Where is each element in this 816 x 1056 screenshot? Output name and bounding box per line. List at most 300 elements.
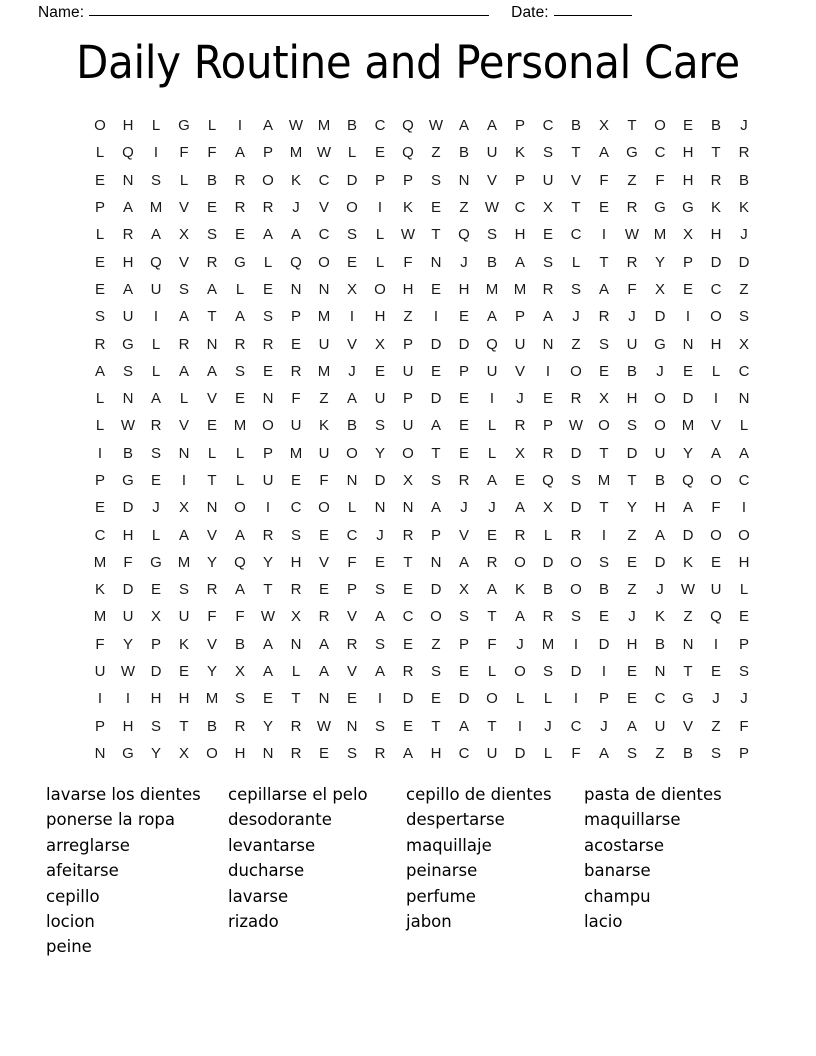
grid-cell[interactable]: D xyxy=(374,472,386,489)
grid-cell[interactable]: R xyxy=(290,362,302,380)
grid-cell[interactable]: V xyxy=(178,253,189,271)
grid-cell[interactable]: B xyxy=(738,171,749,189)
grid-cell[interactable]: P xyxy=(682,253,693,271)
grid-cell[interactable]: K xyxy=(738,199,749,217)
grid-cell[interactable]: E xyxy=(150,581,161,599)
grid-cell[interactable]: J xyxy=(516,390,524,408)
word-list-item[interactable]: champu xyxy=(584,886,651,906)
grid-cell[interactable]: F xyxy=(711,499,721,517)
grid-cell[interactable]: A xyxy=(318,663,329,681)
grid-cell[interactable]: E xyxy=(682,362,693,380)
grid-cell[interactable]: L xyxy=(515,690,525,708)
grid-cell[interactable]: S xyxy=(178,280,189,298)
grid-cell[interactable]: I xyxy=(713,390,719,408)
grid-cell[interactable]: H xyxy=(290,553,302,571)
grid-cell[interactable]: F xyxy=(599,171,609,189)
grid-cell[interactable]: R xyxy=(206,581,218,599)
grid-cell[interactable]: S xyxy=(738,663,749,681)
grid-cell[interactable]: C xyxy=(318,226,330,244)
grid-cell[interactable]: Y xyxy=(654,253,665,271)
grid-cell[interactable]: I xyxy=(685,308,691,326)
grid-cell[interactable]: L xyxy=(95,417,105,435)
grid-cell[interactable]: Q xyxy=(682,472,694,489)
grid-cell[interactable]: R xyxy=(262,199,274,217)
grid-cell[interactable]: J xyxy=(152,499,160,517)
grid-cell[interactable]: S xyxy=(542,663,553,681)
grid-cell[interactable]: N xyxy=(262,390,274,408)
grid-cell[interactable]: S xyxy=(570,280,581,298)
grid-cell[interactable]: O xyxy=(262,171,274,189)
word-list-item[interactable]: afeitarse xyxy=(46,861,119,881)
grid-cell[interactable]: Y xyxy=(262,553,273,571)
grid-cell[interactable]: I xyxy=(741,499,747,517)
grid-cell[interactable]: Y xyxy=(262,717,273,735)
grid-cell[interactable]: E xyxy=(318,581,329,599)
grid-cell[interactable]: O xyxy=(654,417,666,435)
grid-cell[interactable]: J xyxy=(292,199,300,217)
grid-cell[interactable]: C xyxy=(738,362,750,380)
grid-cell[interactable]: S xyxy=(486,226,497,244)
grid-cell[interactable]: X xyxy=(654,280,665,298)
grid-cell[interactable]: H xyxy=(626,635,638,653)
grid-cell[interactable]: D xyxy=(654,553,666,571)
grid-cell[interactable]: D xyxy=(598,635,610,653)
grid-cell[interactable]: P xyxy=(514,117,525,135)
grid-cell[interactable]: W xyxy=(680,581,696,599)
grid-cell[interactable]: L xyxy=(487,663,497,681)
grid-cell[interactable]: B xyxy=(234,635,245,653)
grid-cell[interactable]: L xyxy=(151,335,161,353)
word-list-item[interactable]: ducharse xyxy=(228,861,305,881)
grid-cell[interactable]: A xyxy=(318,635,329,653)
grid-cell[interactable]: R xyxy=(598,308,610,326)
grid-cell[interactable]: R xyxy=(626,253,638,271)
grid-cell[interactable]: E xyxy=(458,417,469,435)
grid-cell[interactable]: A xyxy=(122,280,133,298)
grid-cell[interactable]: I xyxy=(601,526,607,544)
grid-cell[interactable]: O xyxy=(654,117,666,135)
grid-cell[interactable]: A xyxy=(430,499,441,517)
grid-cell[interactable]: E xyxy=(402,635,413,653)
grid-cell[interactable]: K xyxy=(178,635,189,653)
grid-cell[interactable]: L xyxy=(711,362,721,380)
grid-cell[interactable]: O xyxy=(206,744,218,762)
grid-cell[interactable]: T xyxy=(683,663,693,681)
grid-cell[interactable]: I xyxy=(377,199,383,217)
grid-cell[interactable]: T xyxy=(599,444,609,462)
grid-cell[interactable]: E xyxy=(710,553,721,571)
grid-cell[interactable]: M xyxy=(93,608,107,626)
grid-cell[interactable]: Q xyxy=(290,253,302,271)
grid-cell[interactable]: M xyxy=(93,553,107,571)
grid-cell[interactable]: S xyxy=(626,744,637,762)
grid-cell[interactable]: A xyxy=(458,117,469,135)
grid-cell[interactable]: D xyxy=(514,744,526,762)
grid-cell[interactable]: X xyxy=(598,390,609,408)
grid-cell[interactable]: L xyxy=(543,690,553,708)
grid-cell[interactable]: M xyxy=(317,362,331,380)
grid-cell[interactable]: A xyxy=(234,581,245,599)
grid-cell[interactable]: P xyxy=(94,717,105,735)
grid-cell[interactable]: U xyxy=(710,581,722,599)
grid-cell[interactable]: O xyxy=(710,472,722,489)
grid-cell[interactable]: E xyxy=(682,280,693,298)
grid-cell[interactable]: O xyxy=(710,526,722,544)
grid-cell[interactable]: N xyxy=(290,635,302,653)
grid-cell[interactable]: C xyxy=(514,199,526,217)
grid-cell[interactable]: L xyxy=(95,390,105,408)
grid-cell[interactable]: U xyxy=(626,335,638,353)
grid-cell[interactable]: U xyxy=(178,608,190,626)
grid-cell[interactable]: B xyxy=(654,635,665,653)
grid-cell[interactable]: L xyxy=(543,744,553,762)
grid-cell[interactable]: N xyxy=(430,553,442,571)
grid-cell[interactable]: S xyxy=(598,335,609,353)
grid-cell[interactable]: S xyxy=(122,362,133,380)
grid-cell[interactable]: Y xyxy=(626,499,637,517)
grid-cell[interactable]: E xyxy=(262,690,273,708)
grid-cell[interactable]: W xyxy=(316,144,332,162)
grid-cell[interactable]: P xyxy=(430,526,441,544)
grid-cell[interactable]: Q xyxy=(402,144,414,162)
grid-cell[interactable]: R xyxy=(514,417,526,435)
grid-cell[interactable]: C xyxy=(290,499,302,517)
grid-cell[interactable]: X xyxy=(514,444,525,462)
grid-cell[interactable]: Q xyxy=(122,144,134,162)
grid-cell[interactable]: J xyxy=(628,608,636,626)
grid-cell[interactable]: T xyxy=(431,444,441,462)
grid-cell[interactable]: X xyxy=(234,663,245,681)
grid-cell[interactable]: T xyxy=(627,472,637,489)
grid-cell[interactable]: P xyxy=(94,199,105,217)
grid-cell[interactable]: E xyxy=(346,690,357,708)
grid-cell[interactable]: H xyxy=(710,335,722,353)
grid-cell[interactable]: C xyxy=(94,526,106,544)
grid-cell[interactable]: I xyxy=(377,690,383,708)
word-list-item[interactable]: perfume xyxy=(406,886,476,906)
word-list-item[interactable]: acostarse xyxy=(584,835,664,855)
grid-cell[interactable]: H xyxy=(654,499,666,517)
grid-cell[interactable]: U xyxy=(486,744,498,762)
grid-cell[interactable]: N xyxy=(374,499,386,517)
grid-cell[interactable]: S xyxy=(458,608,469,626)
grid-cell[interactable]: T xyxy=(207,472,217,489)
grid-cell[interactable]: D xyxy=(122,581,134,599)
grid-cell[interactable]: E xyxy=(94,253,105,271)
grid-cell[interactable]: Z xyxy=(627,581,637,599)
grid-cell[interactable]: R xyxy=(262,526,274,544)
grid-cell[interactable]: R xyxy=(570,390,582,408)
grid-cell[interactable]: A xyxy=(374,663,385,681)
grid-cell[interactable]: X xyxy=(738,335,749,353)
grid-cell[interactable]: N xyxy=(458,171,470,189)
grid-cell[interactable]: X xyxy=(346,280,357,298)
word-list-item[interactable]: ponerse la ropa xyxy=(46,810,175,830)
grid-cell[interactable]: E xyxy=(486,526,497,544)
grid-cell[interactable]: X xyxy=(542,199,553,217)
grid-cell[interactable]: L xyxy=(487,444,497,462)
grid-cell[interactable]: L xyxy=(235,280,245,298)
grid-cell[interactable]: D xyxy=(738,253,750,271)
word-list-item[interactable]: despertarse xyxy=(406,810,505,830)
grid-cell[interactable]: U xyxy=(122,608,134,626)
grid-cell[interactable]: E xyxy=(318,744,329,762)
grid-cell[interactable]: X xyxy=(150,608,161,626)
grid-cell[interactable]: H xyxy=(514,226,526,244)
word-list-item[interactable]: cepillarse el pelo xyxy=(228,785,368,804)
grid-cell[interactable]: D xyxy=(570,663,582,681)
grid-cell[interactable]: O xyxy=(346,199,358,217)
grid-cell[interactable]: C xyxy=(402,608,414,626)
grid-cell[interactable]: A xyxy=(290,226,301,244)
grid-cell[interactable]: U xyxy=(318,444,330,462)
grid-cell[interactable]: A xyxy=(626,717,637,735)
grid-cell[interactable]: H xyxy=(122,253,134,271)
grid-cell[interactable]: O xyxy=(654,390,666,408)
grid-cell[interactable]: D xyxy=(710,253,722,271)
grid-cell[interactable]: E xyxy=(290,472,301,489)
grid-cell[interactable]: I xyxy=(517,717,523,735)
grid-cell[interactable]: E xyxy=(94,171,105,189)
grid-cell[interactable]: C xyxy=(570,717,582,735)
grid-cell[interactable]: T xyxy=(599,253,609,271)
grid-cell[interactable]: D xyxy=(430,581,442,599)
grid-cell[interactable]: Z xyxy=(627,526,637,544)
grid-cell[interactable]: N xyxy=(346,717,358,735)
grid-cell[interactable]: M xyxy=(597,472,611,489)
grid-cell[interactable]: N xyxy=(122,171,134,189)
grid-cell[interactable]: R xyxy=(150,417,162,435)
grid-cell[interactable]: L xyxy=(235,444,245,462)
grid-cell[interactable]: A xyxy=(598,144,609,162)
grid-cell[interactable]: V xyxy=(206,390,217,408)
grid-cell[interactable]: M xyxy=(317,117,331,135)
grid-cell[interactable]: A xyxy=(458,553,469,571)
grid-cell[interactable]: N xyxy=(738,390,750,408)
grid-cell[interactable]: K xyxy=(514,144,525,162)
grid-cell[interactable]: A xyxy=(262,635,273,653)
grid-cell[interactable]: O xyxy=(318,253,330,271)
grid-cell[interactable]: H xyxy=(738,553,750,571)
grid-cell[interactable]: L xyxy=(571,253,581,271)
grid-cell[interactable]: A xyxy=(514,253,525,271)
grid-cell[interactable]: Q xyxy=(458,226,470,244)
grid-cell[interactable]: S xyxy=(150,171,161,189)
grid-cell[interactable]: Y xyxy=(206,663,217,681)
grid-cell[interactable]: C xyxy=(318,171,330,189)
grid-cell[interactable]: K xyxy=(402,199,413,217)
grid-cell[interactable]: B xyxy=(570,117,581,135)
grid-cell[interactable]: S xyxy=(626,417,637,435)
grid-cell[interactable]: E xyxy=(374,553,385,571)
grid-cell[interactable]: R xyxy=(710,171,722,189)
grid-cell[interactable]: O xyxy=(318,499,330,517)
grid-cell[interactable]: I xyxy=(573,635,579,653)
grid-cell[interactable]: A xyxy=(486,581,497,599)
grid-cell[interactable]: K xyxy=(710,199,721,217)
grid-cell[interactable]: E xyxy=(430,199,441,217)
grid-cell[interactable]: E xyxy=(682,117,693,135)
grid-cell[interactable]: F xyxy=(123,553,133,571)
grid-cell[interactable]: W xyxy=(288,117,304,135)
grid-cell[interactable]: F xyxy=(207,144,217,162)
grid-cell[interactable]: M xyxy=(541,635,555,653)
grid-cell[interactable]: P xyxy=(290,308,301,326)
grid-cell[interactable]: F xyxy=(347,553,357,571)
grid-cell[interactable]: V xyxy=(486,171,497,189)
grid-cell[interactable]: P xyxy=(514,308,525,326)
grid-cell[interactable]: T xyxy=(431,226,441,244)
grid-cell[interactable]: M xyxy=(289,144,303,162)
grid-cell[interactable]: S xyxy=(94,308,105,326)
grid-cell[interactable]: F xyxy=(319,472,329,489)
grid-cell[interactable]: A xyxy=(486,308,497,326)
grid-cell[interactable]: A xyxy=(178,362,189,380)
grid-cell[interactable]: G xyxy=(150,553,162,571)
grid-cell[interactable]: Z xyxy=(683,608,693,626)
grid-cell[interactable]: K xyxy=(290,171,301,189)
grid-cell[interactable]: R xyxy=(542,608,554,626)
grid-cell[interactable]: P xyxy=(542,417,553,435)
grid-cell[interactable]: O xyxy=(570,553,582,571)
grid-cell[interactable]: A xyxy=(234,308,245,326)
grid-cell[interactable]: S xyxy=(542,253,553,271)
grid-cell[interactable]: T xyxy=(291,690,301,708)
grid-cell[interactable]: L xyxy=(375,253,385,271)
grid-cell[interactable]: L xyxy=(95,144,105,162)
grid-cell[interactable]: U xyxy=(542,171,554,189)
grid-cell[interactable]: U xyxy=(94,663,106,681)
grid-cell[interactable]: E xyxy=(458,663,469,681)
grid-cell[interactable]: N xyxy=(346,472,358,489)
grid-cell[interactable]: E xyxy=(374,362,385,380)
grid-cell[interactable]: D xyxy=(458,690,470,708)
grid-cell[interactable]: A xyxy=(402,744,413,762)
grid-cell[interactable]: R xyxy=(206,253,218,271)
grid-cell[interactable]: A xyxy=(682,499,693,517)
grid-cell[interactable]: S xyxy=(374,417,385,435)
grid-cell[interactable]: Y xyxy=(682,444,693,462)
grid-cell[interactable]: M xyxy=(289,444,303,462)
word-list-item[interactable]: peine xyxy=(46,937,92,957)
grid-cell[interactable]: A xyxy=(514,608,525,626)
grid-cell[interactable]: B xyxy=(346,417,357,435)
grid-cell[interactable]: J xyxy=(348,362,356,380)
grid-cell[interactable]: S xyxy=(234,362,245,380)
grid-cell[interactable]: M xyxy=(149,199,163,217)
grid-cell[interactable]: N xyxy=(318,690,330,708)
grid-cell[interactable]: J xyxy=(656,362,664,380)
grid-cell[interactable]: K xyxy=(318,417,329,435)
grid-cell[interactable]: E xyxy=(262,280,273,298)
grid-cell[interactable]: R xyxy=(346,635,358,653)
grid-cell[interactable]: V xyxy=(206,526,217,544)
grid-cell[interactable]: R xyxy=(318,608,330,626)
grid-cell[interactable]: B xyxy=(626,362,637,380)
grid-cell[interactable]: T xyxy=(711,144,721,162)
grid-cell[interactable]: V xyxy=(346,608,357,626)
grid-cell[interactable]: N xyxy=(318,280,330,298)
grid-cell[interactable]: C xyxy=(542,117,554,135)
grid-cell[interactable]: A xyxy=(150,226,161,244)
grid-cell[interactable]: E xyxy=(514,472,525,489)
grid-cell[interactable]: A xyxy=(178,308,189,326)
grid-cell[interactable]: A xyxy=(598,744,609,762)
grid-cell[interactable]: O xyxy=(94,117,106,135)
grid-cell[interactable]: B xyxy=(486,253,497,271)
grid-cell[interactable]: A xyxy=(262,117,273,135)
grid-cell[interactable]: L xyxy=(95,226,105,244)
grid-cell[interactable]: V xyxy=(206,635,217,653)
grid-cell[interactable]: J xyxy=(712,690,720,708)
grid-cell[interactable]: M xyxy=(513,280,527,298)
grid-cell[interactable]: E xyxy=(150,472,161,489)
grid-cell[interactable]: A xyxy=(206,362,217,380)
grid-cell[interactable]: S xyxy=(346,744,357,762)
grid-cell[interactable]: W xyxy=(120,663,136,681)
grid-cell[interactable]: O xyxy=(486,690,498,708)
grid-cell[interactable]: R xyxy=(402,526,414,544)
grid-cell[interactable]: F xyxy=(403,253,413,271)
grid-cell[interactable]: M xyxy=(317,308,331,326)
grid-cell[interactable]: H xyxy=(402,280,414,298)
grid-cell[interactable]: D xyxy=(570,444,582,462)
grid-cell[interactable]: V xyxy=(570,171,581,189)
grid-cell[interactable]: T xyxy=(179,717,189,735)
grid-cell[interactable]: H xyxy=(234,744,246,762)
grid-cell[interactable]: R xyxy=(122,226,134,244)
grid-cell[interactable]: P xyxy=(514,171,525,189)
grid-cell[interactable]: E xyxy=(318,526,329,544)
grid-cell[interactable]: R xyxy=(234,199,246,217)
grid-cell[interactable]: E xyxy=(598,608,609,626)
grid-cell[interactable]: D xyxy=(430,390,442,408)
grid-cell[interactable]: S xyxy=(598,553,609,571)
grid-cell[interactable]: I xyxy=(349,308,355,326)
grid-cell[interactable]: S xyxy=(430,472,441,489)
grid-cell[interactable]: A xyxy=(346,390,357,408)
grid-cell[interactable]: R xyxy=(178,335,190,353)
grid-cell[interactable]: N xyxy=(402,499,414,517)
grid-cell[interactable]: X xyxy=(290,608,301,626)
grid-cell[interactable]: R xyxy=(402,663,414,681)
grid-cell[interactable]: O xyxy=(598,417,610,435)
grid-cell[interactable]: S xyxy=(570,608,581,626)
grid-cell[interactable]: L xyxy=(151,362,161,380)
grid-cell[interactable]: I xyxy=(265,499,271,517)
grid-cell[interactable]: B xyxy=(654,472,665,489)
grid-cell[interactable]: T xyxy=(487,717,497,735)
grid-cell[interactable]: I xyxy=(181,472,187,489)
grid-cell[interactable]: I xyxy=(97,444,103,462)
grid-cell[interactable]: X xyxy=(178,744,189,762)
grid-cell[interactable]: H xyxy=(458,280,470,298)
grid-cell[interactable]: L xyxy=(207,444,217,462)
grid-cell[interactable]: O xyxy=(262,417,274,435)
grid-cell[interactable]: E xyxy=(94,280,105,298)
grid-cell[interactable]: P xyxy=(738,635,749,653)
grid-cell[interactable]: Z xyxy=(711,717,721,735)
grid-cell[interactable]: O xyxy=(430,608,442,626)
grid-cell[interactable]: Y xyxy=(206,553,217,571)
grid-cell[interactable]: E xyxy=(430,362,441,380)
grid-cell[interactable]: V xyxy=(710,417,721,435)
word-list-item[interactable]: lacio xyxy=(584,912,623,932)
grid-cell[interactable]: F xyxy=(571,744,581,762)
grid-cell[interactable]: R xyxy=(234,717,246,735)
grid-cell[interactable]: U xyxy=(486,362,498,380)
grid-cell[interactable]: G xyxy=(234,253,246,271)
